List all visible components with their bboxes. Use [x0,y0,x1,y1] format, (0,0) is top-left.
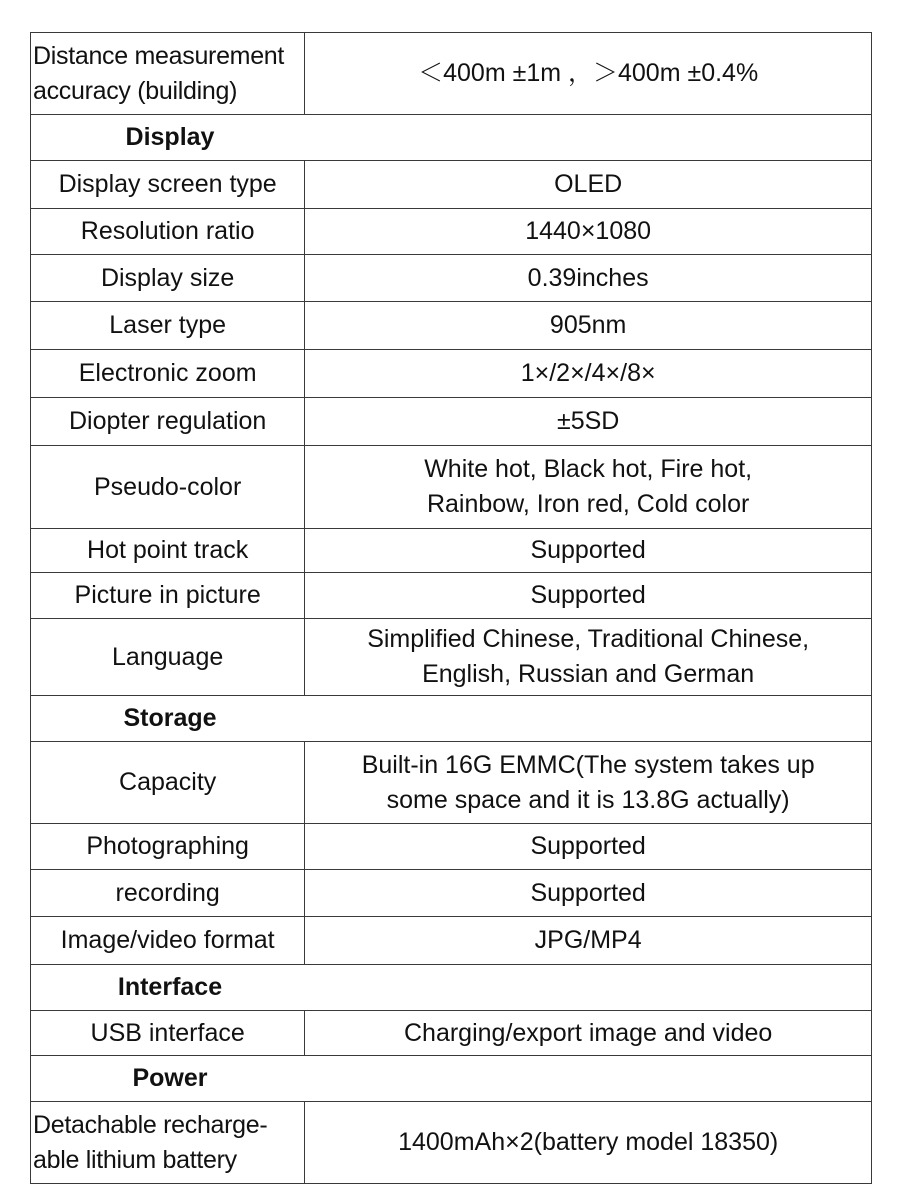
spec-row [31,302,872,350]
spec-row [31,1102,872,1184]
spec-label: Display screen type [31,161,305,209]
spec-row [31,917,872,965]
spec-value: 905nm [305,302,872,350]
section-title: Interface [117,973,223,1001]
spec-table-body [31,33,872,1184]
spec-row [31,446,872,529]
spec-label: Photographing [31,824,305,870]
section-header-row [31,965,872,1011]
spec-label: Hot point track [31,529,305,573]
spec-value: White hot, Black hot, Fire hot, Rainbow, Iron red, Cold color [305,446,872,529]
section-header-row [31,696,872,742]
spec-row [31,209,872,255]
section-header-cell [31,115,872,161]
spec-value: 0.39inches [305,255,872,302]
spec-value: 1440×1080 [305,209,872,255]
spec-value: Charging/export image and video [305,1011,872,1056]
section-title: Power [132,1064,208,1092]
spec-label: Display size [31,255,305,302]
section-header-cell [31,1056,872,1102]
spec-row [31,573,872,619]
spec-row [31,619,872,696]
spec-value: ＜400m ±1m ，＞400m ±0.4% [305,33,872,115]
spec-value: 1×/2×/4×/8× [305,350,872,398]
section-header-row [31,115,872,161]
spec-value: ±5SD [305,398,872,446]
spec-label: Language [31,619,305,696]
spec-label: USB interface [31,1011,305,1056]
spec-row [31,824,872,870]
spec-label: recording [31,870,305,917]
spec-label: Resolution ratio [31,209,305,255]
spec-value: Supported [305,824,872,870]
spec-row [31,870,872,917]
spec-row [31,529,872,573]
spec-row [31,33,872,115]
spec-value: Built-in 16G EMMC(The system takes up some space and it is 13.8G actually) [305,742,872,824]
spec-label: Distance measurement accuracy (building) [31,33,305,115]
section-title: Storage [123,704,217,732]
section-header-cell [31,965,872,1011]
spec-label: Picture in picture [31,573,305,619]
spec-label: Capacity [31,742,305,824]
spec-value: Supported [305,529,872,573]
spec-label: Pseudo-color [31,446,305,529]
spec-value: Simplified Chinese, Traditional Chinese, English, Russian and German [305,619,872,696]
spec-row [31,1011,872,1056]
spec-row [31,255,872,302]
spec-row [31,742,872,824]
spec-row [31,350,872,398]
section-header-cell [31,696,872,742]
spec-row [31,398,872,446]
spec-label: Diopter regulation [31,398,305,446]
spec-value: Supported [305,573,872,619]
spec-label: Detachable recharge- able lithium battery [31,1102,305,1184]
spec-label: Electronic zoom [31,350,305,398]
spec-label: Laser type [31,302,305,350]
spec-row [31,161,872,209]
section-header-row [31,1056,872,1102]
spec-table [30,32,872,1184]
spec-value: Supported [305,870,872,917]
spec-value: OLED [305,161,872,209]
spec-label: Image/video format [31,917,305,965]
spec-value: JPG/MP4 [305,917,872,965]
section-title: Display [125,123,215,151]
spec-value: 1400mAh×2(battery model 18350) [305,1102,872,1184]
